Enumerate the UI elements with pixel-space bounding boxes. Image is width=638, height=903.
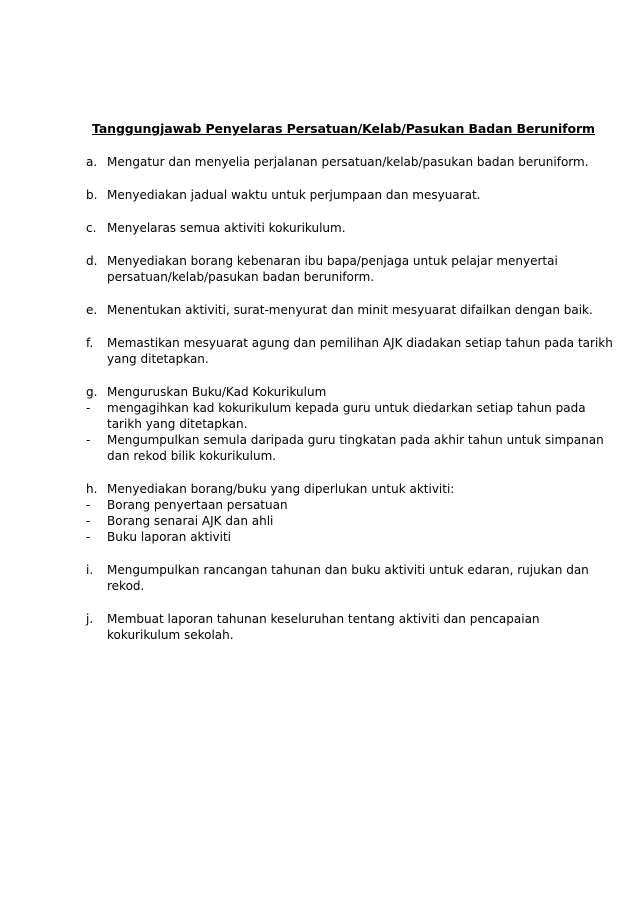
list-item-marker: e.	[86, 303, 98, 317]
document-title: Tanggungjawab Penyelaras Persatuan/Kelab/Pasukan Badan Beruniform	[92, 121, 595, 136]
list-item-text: Menyelaras semua aktiviti kokurikulum.	[107, 221, 346, 235]
sub-list-item-marker: -	[86, 514, 91, 528]
list-item	[86, 220, 616, 236]
list-item	[86, 611, 616, 643]
list-item-marker: i.	[86, 563, 94, 577]
document-page	[86, 121, 616, 660]
list-item-text: Menentukan aktiviti, surat-menyurat dan minit mesyuarat difailkan dengan baik.	[107, 303, 593, 317]
sub-list-item	[86, 432, 616, 464]
sub-list-item	[86, 400, 616, 432]
sub-list-item-text: Buku laporan aktiviti	[107, 530, 232, 544]
list-item-text: Mengumpulkan rancangan tahunan dan buku aktiviti untuk edaran, rujukan dan rekod.	[107, 563, 589, 593]
list-item	[86, 335, 616, 367]
list-item	[86, 302, 616, 318]
sub-list-item-marker: -	[86, 498, 91, 512]
list-item-text: Memastikan mesyuarat agung dan pemilihan AJK diadakan setiap tahun pada tarikh yang ditetapkan.	[107, 336, 613, 366]
sub-list-item-marker: -	[86, 401, 91, 415]
list-item-marker: a.	[86, 155, 98, 169]
sub-list-item-text: Borang penyertaan persatuan	[107, 498, 288, 512]
list-item	[86, 253, 616, 285]
list-item-text: Mengatur dan menyelia perjalanan persatuan/kelab/pasukan badan beruniform.	[107, 155, 589, 169]
list-item-marker: h.	[86, 482, 98, 496]
list-item-marker: d.	[86, 254, 98, 268]
sub-list-item-text: Mengumpulkan semula daripada guru tingkatan pada akhir tahun untuk simpanan dan rekod bilik kokurikulum.	[107, 433, 604, 463]
list-item-text: Menyediakan borang kebenaran ibu bapa/penjaga untuk pelajar menyertai persatuan/kelab/pasukan badan beruniform.	[107, 254, 558, 284]
list-item-text: Membuat laporan tahunan keseluruhan tentang aktiviti dan pencapaian kokurikulum sekolah.	[107, 612, 540, 642]
list-item-text: Menyediakan jadual waktu untuk perjumpaan dan mesyuarat.	[107, 188, 481, 202]
sub-list-item-marker: -	[86, 433, 91, 447]
list-item-text: Menguruskan Buku/Kad Kokurikulum	[107, 385, 327, 399]
sub-list-item-text: mengagihkan kad kokurikulum kepada guru untuk diedarkan setiap tahun pada tarikh yang ditetapkan.	[107, 401, 586, 431]
sub-list-item	[86, 513, 616, 529]
sub-list-item	[86, 497, 616, 513]
list-item-marker: f.	[86, 336, 94, 350]
sub-list-item-text: Borang senarai AJK dan ahli	[107, 514, 274, 528]
list-item-marker: b.	[86, 188, 98, 202]
list-item-row	[86, 187, 616, 203]
list-item-row	[86, 302, 616, 318]
list-item	[86, 384, 616, 464]
list-item	[86, 187, 616, 203]
list-item-marker: j.	[86, 612, 94, 626]
duty-list	[86, 154, 616, 643]
list-item-marker: g.	[86, 385, 98, 399]
sub-list-item-marker: -	[86, 530, 91, 544]
list-item-text: Menyediakan borang/buku yang diperlukan untuk aktiviti:	[107, 482, 455, 496]
list-item-row	[86, 611, 616, 643]
list-item-marker: c.	[86, 221, 97, 235]
list-item-row	[86, 154, 616, 170]
list-item-row	[86, 335, 616, 367]
list-item	[86, 562, 616, 594]
list-item	[86, 154, 616, 170]
list-item-row	[86, 384, 616, 400]
sub-list-item	[86, 529, 616, 545]
list-item	[86, 481, 616, 545]
list-item-row	[86, 481, 616, 497]
list-item-row	[86, 253, 616, 285]
list-item-row	[86, 220, 616, 236]
list-item-row	[86, 562, 616, 594]
